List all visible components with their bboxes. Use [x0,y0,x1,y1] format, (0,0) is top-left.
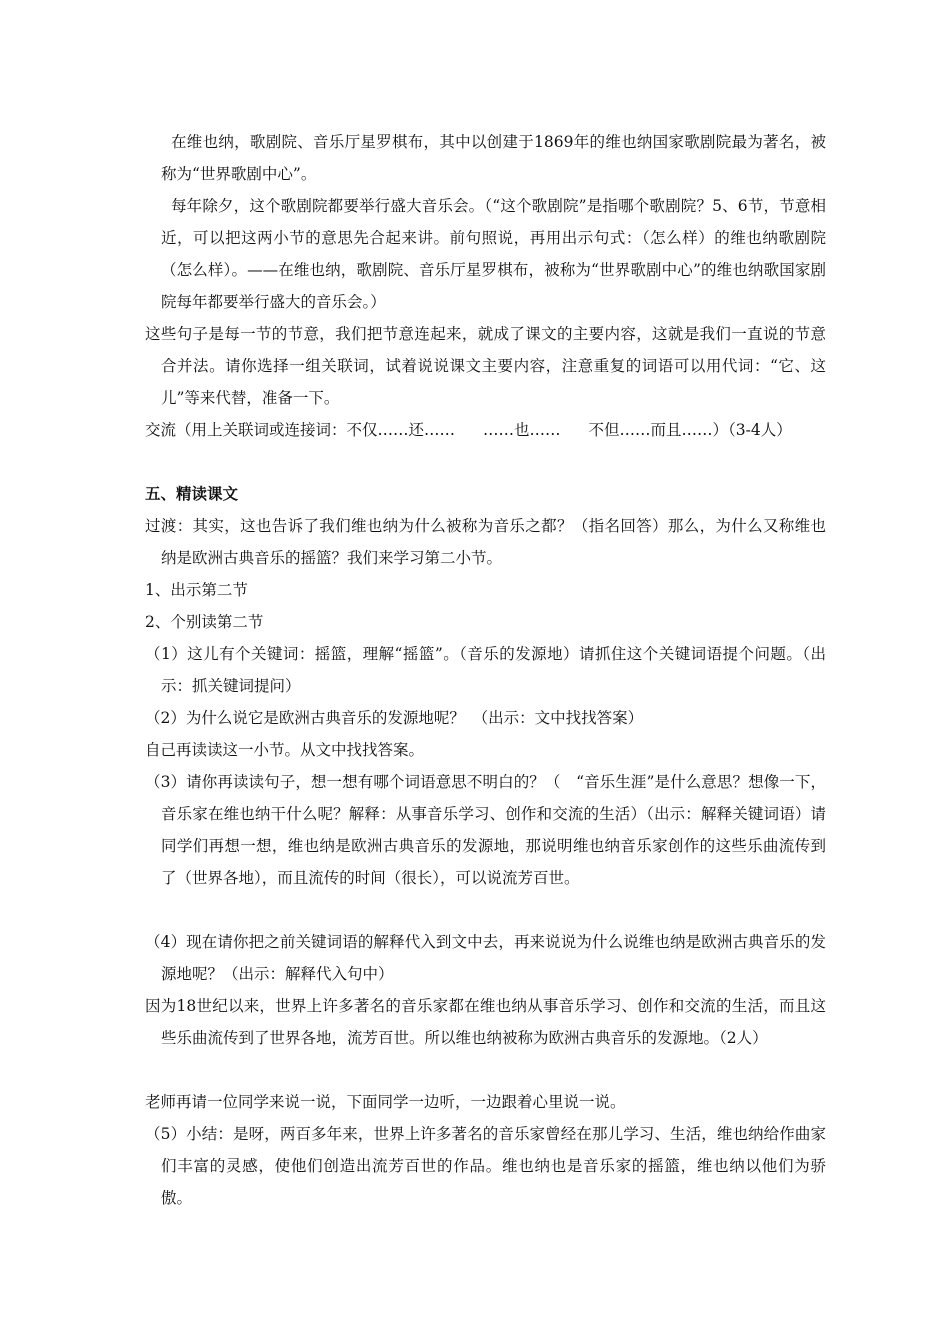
section-heading-close-reading: 五、精读课文 [145,485,239,503]
item-2-why-origin: （2）为什么说它是欧洲古典音乐的发源地呢？ （出示：文中找找答案） [145,709,644,727]
connective-part-2: ……也…… [483,421,561,439]
item-3-unclear-words: （3）请你再读读句子，想一想有哪个词语意思不明白的？（ “音乐生涯”是什么意思？想像一下，音乐家在维也纳干什么呢？解释：从事音乐学习、创作和交流的生活）（出示：解释关键词语）请同学们再想一想，维也纳是欧洲古典音乐的发源地，那说明维也纳音乐家创作的这些乐曲流传到了（世界各地），而且流传的时间（很长），可以说流芳百世。 [145,773,826,887]
paragraph-answer-because: 因为18世纪以来，世界上许多著名的音乐家都在维也纳从事音乐学习、创作和交流的生活，而且这些乐曲流传到了世界各地，流芳百世。所以维也纳被称为欧洲古典音乐的发源地。（2人） [145,997,826,1047]
item-4-substitute-explanation: （4）现在请你把之前关键词语的解释代入到文中去，再来说说为什么说维也纳是欧洲古典音乐的发源地呢？（出示：解释代入句中） [145,933,826,983]
paragraph-vienna-opera-houses: 在维也纳，歌剧院、音乐厅星罗棋布，其中以创建于1869年的维也纳国家歌剧院最为著名，被称为“世界歌剧中心”。 [161,133,826,183]
item-1-keyword-cradle: （1）这儿有个关键词：摇篮，理解“摇篮”。（音乐的发源地）请抓住这个关键词语提个问题。（出示：抓关键词提问） [145,645,826,695]
item-5-summary: （5）小结：是呀，两百多年来，世界上许多著名的音乐家曾经在那儿学习、生活，维也纳给作曲家们丰富的灵感，使他们创造出流芳百世的作品。维也纳也是音乐家的摇篮，维也纳以他们为骄傲。 [145,1125,826,1207]
paragraph-section-meaning-merge: 这些句子是每一节的节意，我们把节意连起来，就成了课文的主要内容，这就是我们一直说的节意合并法。请你选择一组关联词，试着说说课文主要内容，注意重复的词语可以用代词：“它、这儿”等来代替，准备一下。 [145,325,826,407]
paragraph-read-again: 自己再读读这一小节。从文中找找答案。 [145,741,425,759]
step-2-individual-reading: 2、个别读第二节 [145,613,264,631]
connective-part-3: 不但……而且……）（3-4人） [588,421,792,439]
connective-part-1: 交流（用上关联词或连接词：不仅……还…… [145,421,456,439]
paragraph-teacher-invites: 老师再请一位同学来说一说，下面同学一边听，一边跟着心里说一说。 [145,1093,626,1111]
step-1-show-section-two: 1、出示第二节 [145,581,248,599]
paragraph-transition: 过渡：其实，这也告诉了我们维也纳为什么被称为音乐之都？（指名回答）那么，为什么又称维也纳是欧洲古典音乐的摇篮？我们来学习第二小节。 [145,517,826,567]
paragraph-exchange-connectives [145,414,826,446]
paragraph-new-year-concert: 每年除夕，这个歌剧院都要举行盛大音乐会。（“这个歌剧院”是指哪个歌剧院？5、6节，节意相近，可以把这两小节的意思先合起来讲。前句照说，再用出示句式：（怎么样）的维也纳歌剧院（怎么样）。——在维也纳，歌剧院、音乐厅星罗棋布，被称为“世界歌剧中心”的维也纳歌国家剧院每年都要举行盛大的音乐会。） [161,197,826,311]
